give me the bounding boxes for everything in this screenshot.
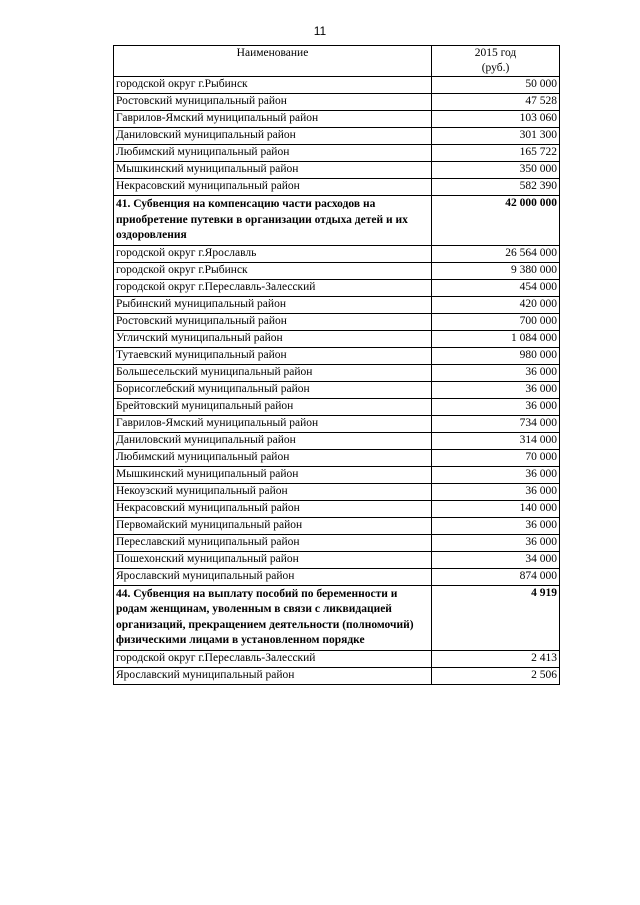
row-name: городской округ г.Ярославль (114, 245, 432, 262)
row-name: Гаврилов-Ямский муниципальный район (114, 415, 432, 432)
row-name: Мышкинский муниципальный район (114, 162, 432, 179)
row-name: Гаврилов-Ямский муниципальный район (114, 111, 432, 128)
column-header-unit: (руб.) (481, 62, 510, 74)
row-amount: 314 000 (432, 432, 560, 449)
table-row (114, 94, 560, 111)
row-amount: 47 528 (432, 94, 560, 111)
table-row (114, 650, 560, 667)
table-row (114, 551, 560, 568)
row-amount: 734 000 (432, 415, 560, 432)
column-header-amount (432, 46, 560, 77)
row-amount: 36 000 (432, 381, 560, 398)
section-title: 41. Субвенция на компенсацию части расходов на приобретение путевки в организации отдыха детей и их оздоровления (114, 196, 432, 246)
row-amount: 2 413 (432, 650, 560, 667)
table-row (114, 364, 560, 381)
table-row (114, 279, 560, 296)
row-name: Пошехонский муниципальный район (114, 551, 432, 568)
row-amount: 874 000 (432, 568, 560, 585)
table-row (114, 449, 560, 466)
row-name: городской округ г.Рыбинск (114, 262, 432, 279)
table-body (114, 77, 560, 685)
row-name: Угличский муниципальный район (114, 330, 432, 347)
table-row (114, 179, 560, 196)
row-name: Даниловский муниципальный район (114, 128, 432, 145)
row-amount: 420 000 (432, 296, 560, 313)
row-name: Любимский муниципальный район (114, 449, 432, 466)
row-name: Тутаевский муниципальный район (114, 347, 432, 364)
table-row (114, 111, 560, 128)
budget-table (113, 45, 560, 685)
section-title: 44. Субвенция на выплату пособий по беременности и родам женщинам, уволенным в связи с ликвидацией организаций, прекращением деятельности (полномочий) физическими лицами в установленном порядке (114, 585, 432, 650)
row-amount: 36 000 (432, 466, 560, 483)
row-name: Большесельский муниципальный район (114, 364, 432, 381)
page-number: 11 (313, 24, 327, 38)
row-name: Рыбинский муниципальный район (114, 296, 432, 313)
row-name: городской округ г.Рыбинск (114, 77, 432, 94)
table-row (114, 245, 560, 262)
table-row (114, 313, 560, 330)
row-name: Некрасовский муниципальный район (114, 179, 432, 196)
table-header-row (114, 46, 560, 77)
section-amount: 42 000 000 (432, 196, 560, 246)
column-header-year: 2015 год (474, 47, 517, 59)
row-name: Любимский муниципальный район (114, 145, 432, 162)
row-amount: 34 000 (432, 551, 560, 568)
row-amount: 350 000 (432, 162, 560, 179)
section-row (114, 585, 560, 650)
row-amount: 165 722 (432, 145, 560, 162)
row-name: Мышкинский муниципальный район (114, 466, 432, 483)
table-row (114, 330, 560, 347)
table-row (114, 432, 560, 449)
section-row (114, 196, 560, 246)
row-name: Ярославский муниципальный район (114, 667, 432, 684)
table-row (114, 296, 560, 313)
row-amount: 582 390 (432, 179, 560, 196)
column-header-name: Наименование (114, 46, 432, 77)
row-amount: 140 000 (432, 500, 560, 517)
table-row (114, 398, 560, 415)
table-row (114, 667, 560, 684)
row-name: Некоузский муниципальный район (114, 483, 432, 500)
table-row (114, 128, 560, 145)
row-amount: 1 084 000 (432, 330, 560, 347)
table-row (114, 568, 560, 585)
row-amount: 50 000 (432, 77, 560, 94)
row-amount: 36 000 (432, 398, 560, 415)
row-name: Переславский муниципальный район (114, 534, 432, 551)
row-amount: 2 506 (432, 667, 560, 684)
row-name: Брейтовский муниципальный район (114, 398, 432, 415)
row-amount: 36 000 (432, 517, 560, 534)
row-amount: 301 300 (432, 128, 560, 145)
row-amount: 36 000 (432, 364, 560, 381)
table-row (114, 381, 560, 398)
row-name: Ростовский муниципальный район (114, 94, 432, 111)
row-amount: 980 000 (432, 347, 560, 364)
row-name: Первомайский муниципальный район (114, 517, 432, 534)
table-row (114, 415, 560, 432)
table-row (114, 262, 560, 279)
table-row (114, 162, 560, 179)
row-amount: 103 060 (432, 111, 560, 128)
row-amount: 36 000 (432, 534, 560, 551)
table-row (114, 500, 560, 517)
row-name: Ярославский муниципальный район (114, 568, 432, 585)
row-amount: 36 000 (432, 483, 560, 500)
row-name: Борисоглебский муниципальный район (114, 381, 432, 398)
table-row (114, 483, 560, 500)
row-name: Даниловский муниципальный район (114, 432, 432, 449)
table-row (114, 347, 560, 364)
row-amount: 70 000 (432, 449, 560, 466)
row-amount: 9 380 000 (432, 262, 560, 279)
row-name: Ростовский муниципальный район (114, 313, 432, 330)
row-name: городской округ г.Переславль-Залесский (114, 650, 432, 667)
row-amount: 454 000 (432, 279, 560, 296)
table-row (114, 77, 560, 94)
table-row (114, 466, 560, 483)
table-row (114, 145, 560, 162)
row-name: Некрасовский муниципальный район (114, 500, 432, 517)
row-name: городской округ г.Переславль-Залесский (114, 279, 432, 296)
row-amount: 26 564 000 (432, 245, 560, 262)
table-row (114, 517, 560, 534)
table-row (114, 534, 560, 551)
section-amount: 4 919 (432, 585, 560, 650)
row-amount: 700 000 (432, 313, 560, 330)
